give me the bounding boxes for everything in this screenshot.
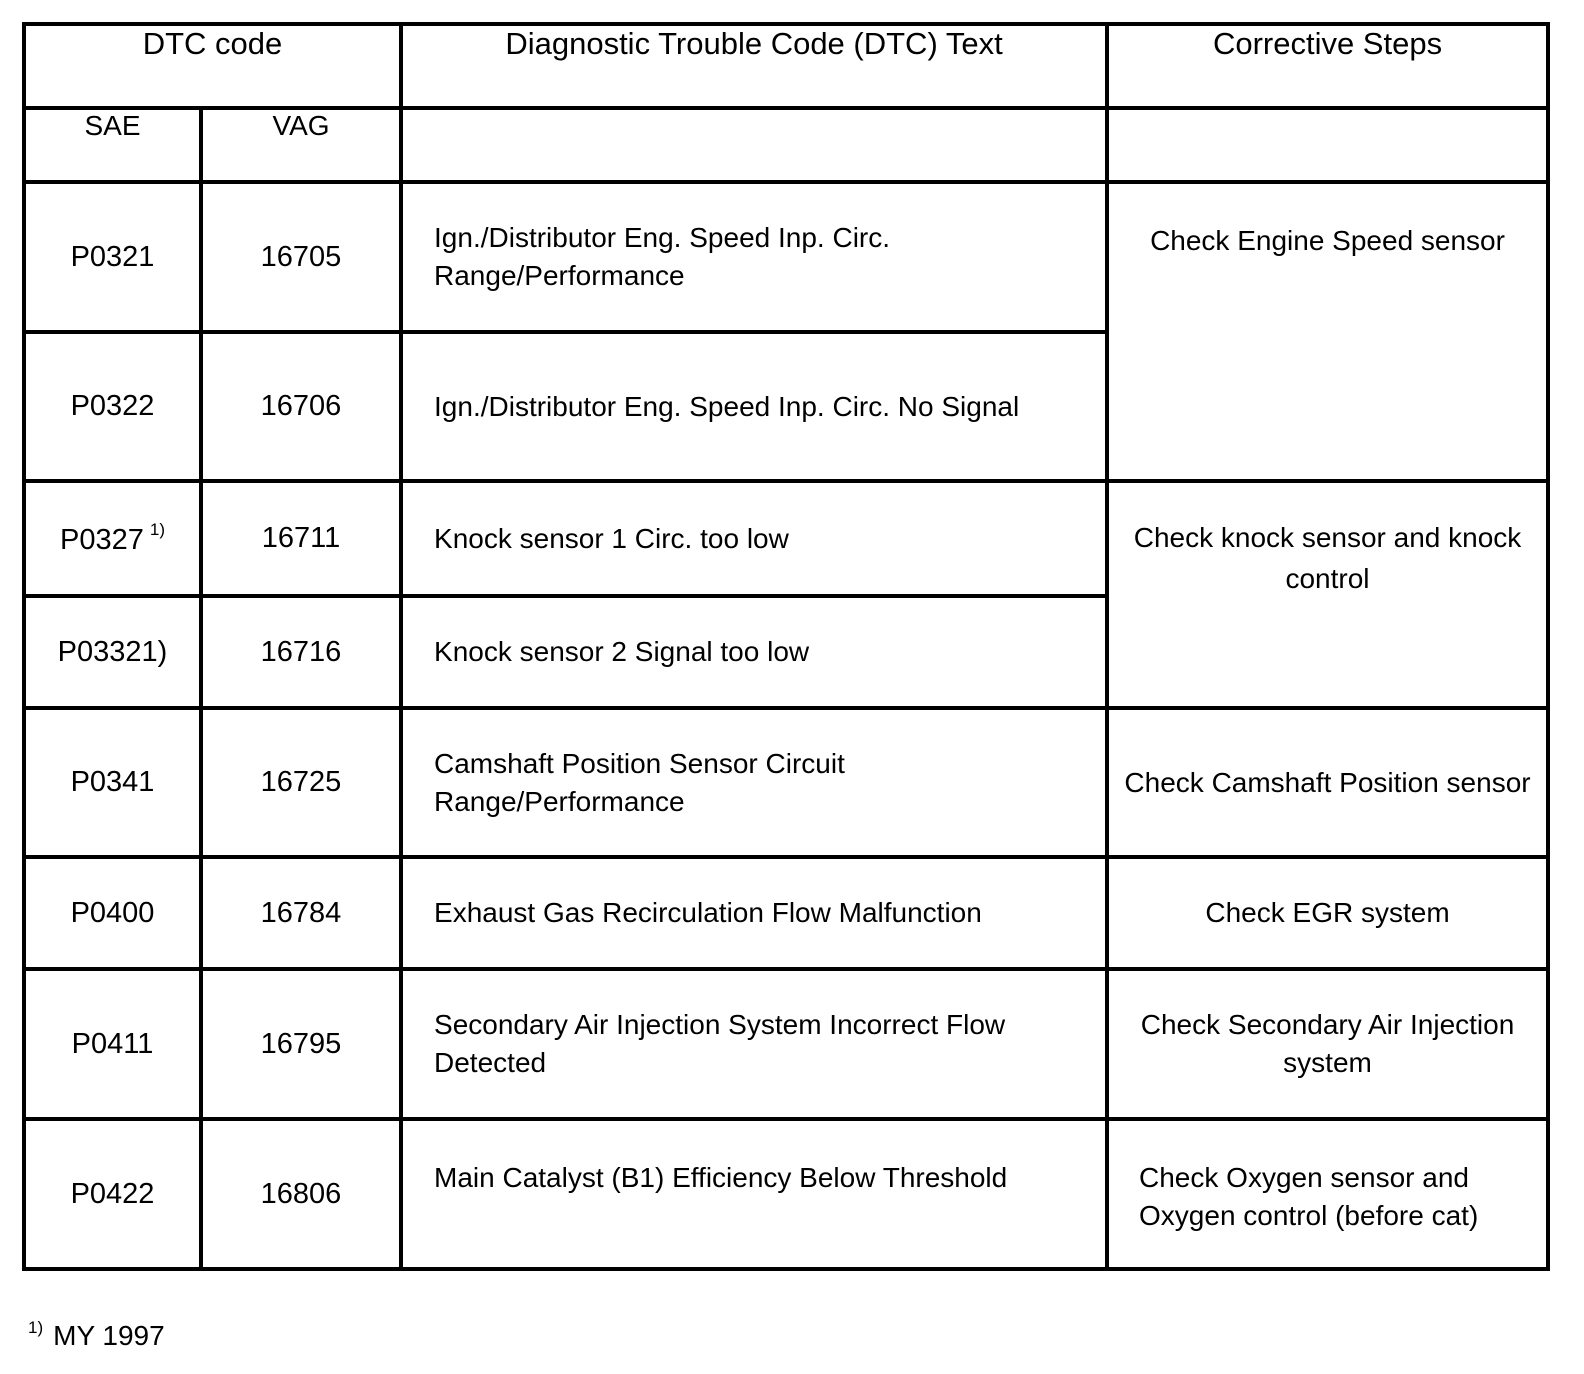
table-row [24,969,1548,1119]
footnote-text: MY 1997 [53,1320,165,1351]
corrective-step-engine-speed: Check Engine Speed sensor [1107,182,1548,481]
table-row [24,481,1548,596]
sae-code-cell [24,481,201,596]
table-row [24,182,1548,332]
sae-code: P0411 [24,969,201,1119]
header-dtc-text: Diagnostic Trouble Code (DTC) Text [401,24,1107,108]
vag-code: 16725 [201,708,401,857]
vag-code: 16806 [201,1119,401,1269]
sae-code: P0321 [24,182,201,332]
sae-code: P0400 [24,857,201,969]
corrective-step-camshaft: Check Camshaft Position sensor [1107,708,1548,857]
table-row [24,857,1548,969]
subheader-vag: VAG [201,108,401,182]
vag-code: 16784 [201,857,401,969]
corrective-step-oxygen: Check Oxygen sensor and Oxygen control (before cat) [1107,1119,1548,1269]
dtc-text: Camshaft Position Sensor Circuit Range/Performance [401,708,1107,857]
sae-code: P0422 [24,1119,201,1269]
vag-code: 16795 [201,969,401,1119]
dtc-table [22,22,1550,1271]
corrective-step-egr: Check EGR system [1107,857,1548,969]
subheader-empty-text [401,108,1107,182]
dtc-text: Exhaust Gas Recirculation Flow Malfunction [401,857,1107,969]
vag-code: 16706 [201,332,401,481]
footnote-mark: 1) [28,1318,44,1337]
dtc-text: Ign./Distributor Eng. Speed Inp. Circ. No Signal [401,332,1107,481]
sae-code: P0327 [60,524,144,556]
subheader-empty-steps [1107,108,1548,182]
dtc-text: Knock sensor 1 Circ. too low [401,481,1107,596]
vag-code: 16716 [201,596,401,708]
footnote [28,1310,165,1354]
corrective-step-knock: Check knock sensor and knock control [1107,481,1548,708]
dtc-text: Secondary Air Injection System Incorrect Flow Detected [401,969,1107,1119]
table-row [24,708,1548,857]
vag-code: 16705 [201,182,401,332]
sae-code: P0322 [24,332,201,481]
footnote-marker: 1) [149,520,165,539]
sae-code: P03321) [24,596,201,708]
subheader-row [24,108,1548,182]
dtc-text: Ign./Distributor Eng. Speed Inp. Circ. Range/Performance [401,182,1107,332]
table-row [24,1119,1548,1269]
dtc-text: Knock sensor 2 Signal too low [401,596,1107,708]
sae-code: P0341 [24,708,201,857]
header-row [24,24,1548,108]
vag-code: 16711 [201,481,401,596]
corrective-step-secondary-air: Check Secondary Air Injection system [1107,969,1548,1119]
dtc-text: Main Catalyst (B1) Efficiency Below Threshold [401,1119,1107,1269]
subheader-sae: SAE [24,108,201,182]
header-dtc-code: DTC code [24,24,401,108]
header-corrective-steps: Corrective Steps [1107,24,1548,108]
